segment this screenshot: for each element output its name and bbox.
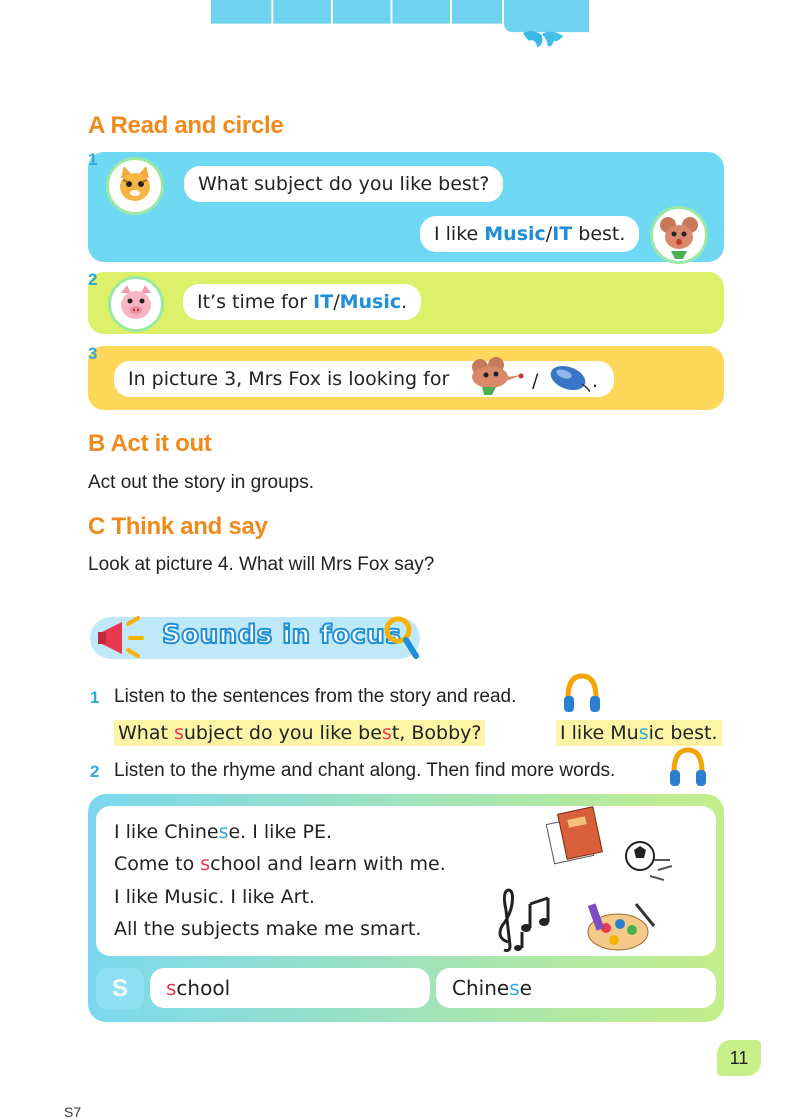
rhyme-line-2 — [114, 848, 446, 880]
mouse-avatar — [650, 206, 708, 264]
highlight-s: s — [638, 722, 649, 744]
item-2-text: It’s time for — [197, 291, 314, 313]
text-part: Come to — [114, 853, 201, 875]
mouse-character-icon — [466, 355, 526, 397]
cat-icon — [109, 160, 161, 212]
highlight-s: s — [381, 722, 392, 744]
music-notes-icon — [492, 880, 562, 954]
period: . — [401, 291, 408, 313]
word-box-2 — [436, 968, 716, 1008]
item-3-number: 3 — [88, 344, 98, 363]
football-icon — [620, 836, 676, 886]
item-1-number: 1 — [88, 150, 98, 169]
item-3-text: In picture 3, Mrs Fox is looking for — [128, 368, 450, 390]
text-part: I like Mu — [560, 722, 639, 744]
computer-mouse-icon — [548, 362, 590, 392]
item-2-bubble — [183, 284, 421, 320]
text-part: chool and learn with me. — [210, 853, 446, 875]
sounds-banner-title: Sounds in focus — [162, 620, 402, 650]
megaphone-icon — [94, 612, 158, 664]
text-part: e — [519, 976, 532, 1000]
mouse-icon — [653, 209, 705, 261]
text-part: ic best. — [648, 722, 718, 744]
item-3-separator: / — [532, 370, 539, 392]
section-c-title: C Think and say — [88, 513, 268, 540]
option-music[interactable]: Music — [484, 223, 546, 245]
pig-icon — [111, 279, 161, 329]
page-number: 11 — [717, 1040, 761, 1076]
cat-avatar — [106, 157, 164, 215]
item-2-number: 2 — [88, 270, 98, 289]
pig-avatar — [108, 276, 164, 332]
highlight-s: s — [218, 821, 229, 843]
item-3-period: . — [592, 370, 599, 392]
item-1-question: What subject do you like best? — [198, 173, 490, 195]
text-part: chool — [176, 976, 231, 1000]
item-1-answer-post: best. — [572, 223, 626, 245]
computer-mouse-option[interactable] — [548, 362, 590, 392]
separator: / — [545, 223, 553, 245]
option-it[interactable]: IT — [552, 223, 573, 245]
magnifier-icon — [380, 612, 420, 664]
task-1-number: 1 — [90, 688, 100, 707]
section-b-text: Act out the story in groups. — [88, 472, 315, 493]
section-b-title: B Act it out — [88, 430, 212, 457]
sentence-2 — [556, 720, 722, 746]
letter-s-box: S — [96, 968, 144, 1010]
item-1-answer-bubble — [420, 216, 639, 252]
item-1-question-bubble — [184, 166, 503, 202]
art-palette-icon — [584, 898, 658, 956]
highlight-s: s — [166, 976, 177, 1000]
chinese-book-icon — [544, 806, 608, 868]
rhyme-line-4: All the subjects make me smart. — [114, 918, 422, 940]
text-part: ubject do you like be — [183, 722, 382, 744]
highlight-s: s — [509, 976, 520, 1000]
headphones-icon[interactable] — [668, 746, 708, 790]
text-part: I like Chine — [114, 821, 219, 843]
item-1-answer-pre: I like — [434, 223, 485, 245]
task-2-text: Listen to the rhyme and chant along. Then find more words. — [114, 760, 616, 781]
text-part: Chine — [452, 976, 510, 1000]
unit-label: Unit 1 — [668, 26, 729, 47]
rhyme-line-3: I like Music. I like Art. — [114, 886, 315, 908]
highlight-s: s — [200, 853, 211, 875]
word-box-1 — [150, 968, 430, 1008]
section-a-title: A Read and circle — [88, 112, 284, 139]
section-c-text: Look at picture 4. What will Mrs Fox say? — [88, 554, 435, 575]
mouse-character-option[interactable] — [466, 355, 526, 397]
headphones-icon[interactable] — [562, 672, 602, 716]
task-1-text: Listen to the sentences from the story and read. — [114, 686, 517, 707]
sentence-1 — [114, 720, 485, 746]
text-part: t, Bobby? — [391, 722, 482, 744]
option-it[interactable]: IT — [313, 291, 334, 313]
highlight-s: s — [173, 722, 184, 744]
rhyme-line-1 — [114, 816, 332, 848]
text-part: e. I like PE. — [228, 821, 333, 843]
separator: / — [333, 291, 340, 313]
task-2-number: 2 — [90, 762, 100, 781]
option-music[interactable]: Music — [339, 291, 402, 313]
footer-mark: S7 — [64, 1104, 82, 1120]
text-part: What — [118, 722, 174, 744]
item-3-bubble — [114, 361, 614, 397]
